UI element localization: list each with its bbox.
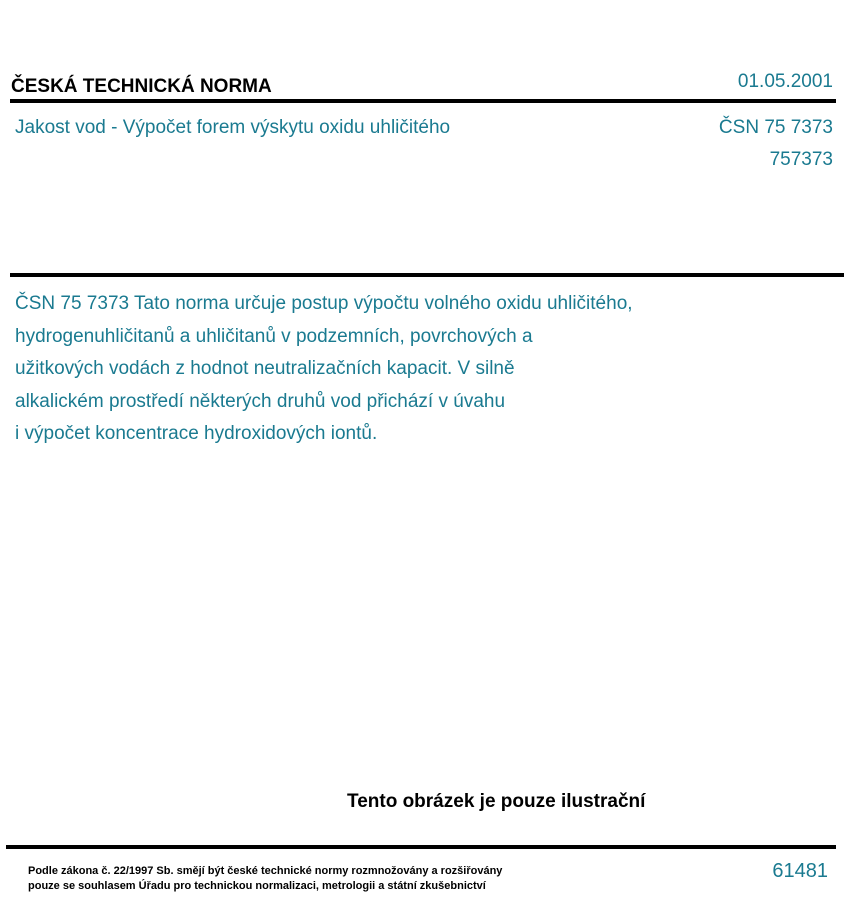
legal-line: Podle zákona č. 22/1997 Sb. smějí být české technické normy rozmnožovány a rozšiřovány	[28, 865, 503, 877]
legal-line: pouze se souhlasem Úřadu pro technickou normalizaci, metrologii a státní zkušebnictví	[28, 880, 486, 892]
abstract-line: hydrogenuhličitanů a uhličitanů v podzemních, povrchových a	[15, 325, 533, 347]
illustration-disclaimer: Tento obrázek je pouze ilustrační	[347, 791, 646, 812]
bottom-divider	[6, 845, 836, 849]
standard-heading: ČESKÁ TECHNICKÁ NORMA	[11, 76, 272, 97]
abstract-line: alkalickém prostředí některých druhů vod přichází v úvahu	[15, 390, 506, 412]
abstract-line: ČSN 75 7373 Tato norma určuje postup výpočtu volného oxidu uhličitého,	[15, 293, 633, 314]
legal-notice	[28, 864, 502, 894]
standard-code: ČSN 75 7373	[718, 117, 833, 138]
catalog-number: 61481	[772, 860, 828, 882]
effective-date: 01.05.2001	[737, 71, 833, 92]
document-title: Jakost vod - Výpočet forem výskytu oxidu uhličitého	[15, 117, 451, 138]
abstract-line: i výpočet koncentrace hydroxidových iontů.	[15, 423, 378, 444]
top-divider	[10, 99, 836, 103]
standard-number: 757373	[769, 149, 833, 170]
abstract-text	[15, 288, 633, 451]
middle-divider	[10, 273, 844, 277]
abstract-line: užitkových vodách z hodnot neutralizačních kapacit. V silně	[15, 358, 515, 379]
